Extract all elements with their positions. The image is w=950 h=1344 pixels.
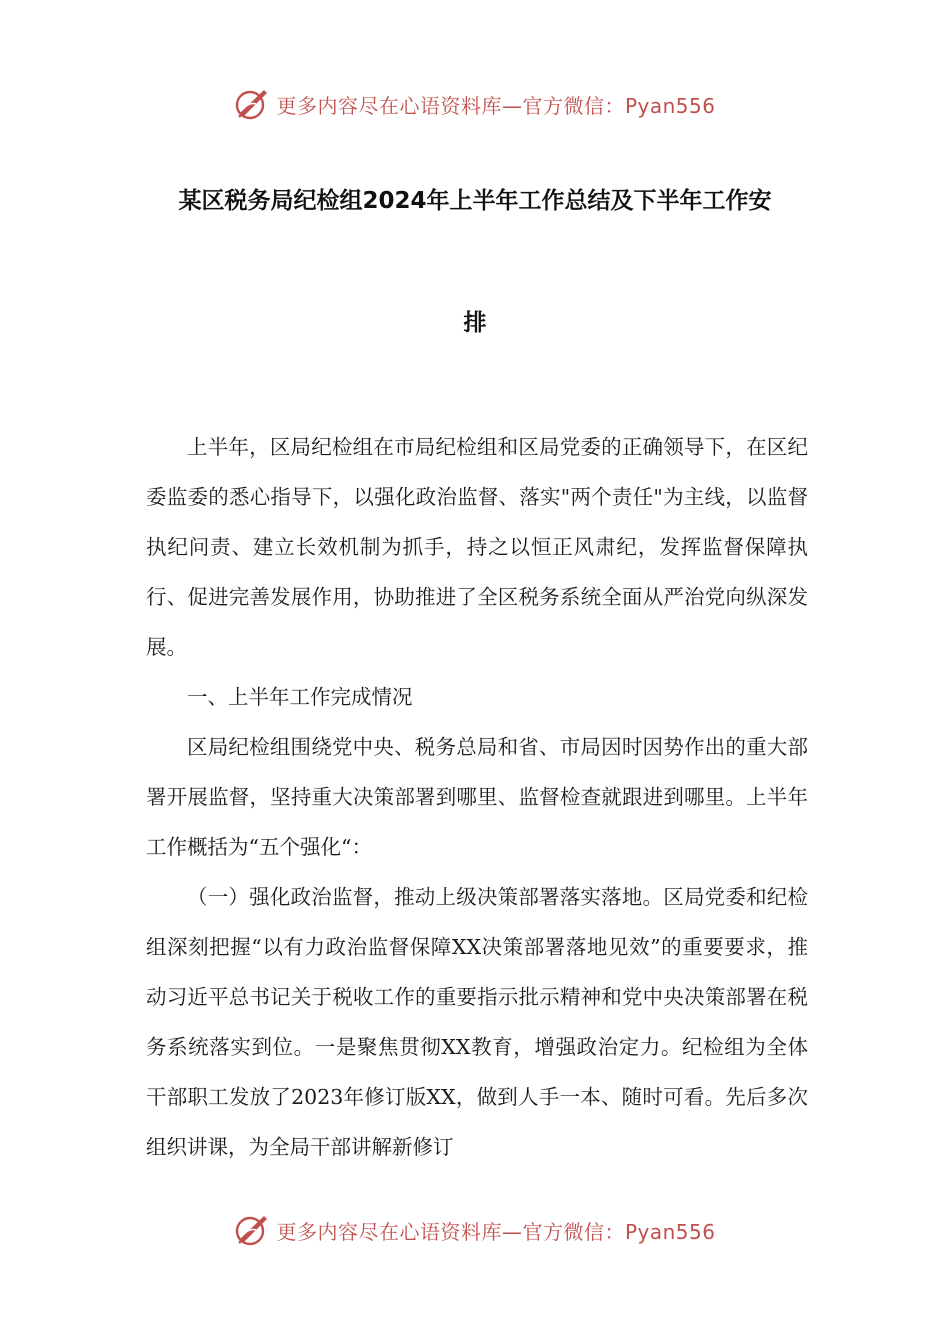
quill-logo-icon: [234, 86, 270, 122]
watermark-text: 更多内容尽在心语资料库—官方微信：Pyan556: [276, 93, 716, 118]
paragraph-intro: 上半年，区局纪检组在市局纪检组和区局党委的正确领导下，在区纪委监委的悉心指导下，以强化政治监督、落实"两个责任"为主线，以监督执纪问责、建立长效机制为抓手，持之以恒正风肃纪，发挥监督保障执行、促进完善发展作用，协助推进了全区税务系统全面从严治党向纵深发展。: [146, 435, 808, 659]
watermark-text: 更多内容尽在心语资料库—官方微信：Pyan556: [276, 1219, 716, 1244]
paragraph-political-supervision: （一）强化政治监督，推动上级决策部署落实落地。区局党委和纪检组深刻把握“以有力政治监督保障XX决策部署落地见效”的重要要求，推动习近平总书记关于税收工作的重要指示批示精神和党中央决策部署在税务系统落实到位。一是聚焦贯彻XX教育，增强政治定力。纪检组为全体干部职工发放了2023年修订版XX，做到人手一本、随时可看。先后多次组织讲课，为全局干部讲解新修订: [146, 885, 808, 1159]
document-body: [146, 422, 808, 1172]
paragraph-overview: 区局纪检组围绕党中央、税务总局和省、市局因时因势作出的重大部署开展监督，坚持重大决策部署到哪里、监督检查就跟进到哪里。上半年工作概括为“五个强化“：: [146, 735, 808, 859]
watermark-footer: [0, 1210, 950, 1250]
document-title-continued: 排: [463, 310, 487, 336]
section-heading: 一、上半年工作完成情况: [187, 685, 413, 709]
watermark-header: [0, 84, 950, 124]
quill-logo-icon: [234, 1212, 270, 1248]
document-title: 某区税务局纪检组2024年上半年工作总结及下半年工作安: [178, 188, 772, 214]
